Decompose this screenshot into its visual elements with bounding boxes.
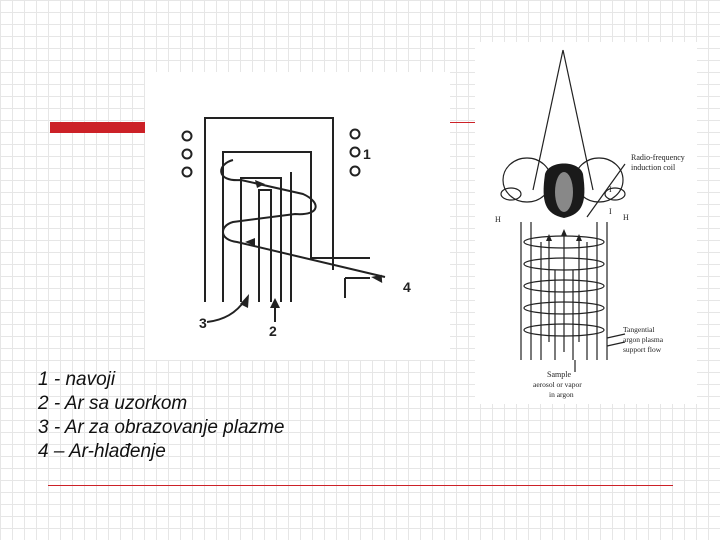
coil-loop-right [605,188,625,200]
label-sample-ar: 2 [269,323,277,339]
label-i-top: I [609,185,612,194]
label-i-bottom: I [609,207,612,216]
legend-item: 3 - Ar za obrazovanje plazme [38,417,285,438]
icp-torch-panel [475,42,697,404]
label-h-left: H [495,215,501,224]
label-rf-coil-2: induction coil [631,163,676,172]
icp-torch-drawing [475,42,697,404]
label-tangential-3: support flow [623,345,662,354]
accent-line-bottom [48,485,673,486]
legend [38,368,284,464]
coil-turn-right-3 [351,167,360,176]
inner-tube-outer [241,178,281,302]
coil-schematic-panel [145,72,450,360]
coil-pointer [587,164,625,217]
middle-tube [223,152,370,302]
flow-arrow-1 [255,180,265,188]
coil-turn-right-1 [351,130,360,139]
label-sample-2: aerosol or vapor [533,380,582,389]
coil-turn-right-2 [351,148,360,157]
inner-tube-inner [259,190,271,302]
label-tangential-1: Tangential [623,325,655,334]
legend-item: 1 - navoji [38,369,116,390]
coil-schematic [145,72,450,360]
legend-item: 2 - Ar sa uzorkom [38,393,188,414]
legend-item: 4 – Ar-hlađenje [38,441,166,462]
label-tangential-2: argon plasma [623,335,664,344]
coil-loop-left [501,188,521,200]
coil-turn-left-2 [183,150,192,159]
label-coil: 1 [363,146,371,162]
label-plasma-ar: 3 [199,315,207,331]
label-sample-3: in argon [549,390,574,399]
label-sample-1: Sample [547,370,571,379]
label-rf-coil-1: Radio-frequency [631,153,685,162]
accent-bar [50,122,155,133]
coil-turn-left-1 [183,132,192,141]
label-h-right: H [623,213,629,222]
plasma-inner [555,172,573,212]
label-cooling-ar: 4 [403,279,411,295]
coil-turn-left-3 [183,168,192,177]
plasma-ar-arrow [207,300,245,322]
